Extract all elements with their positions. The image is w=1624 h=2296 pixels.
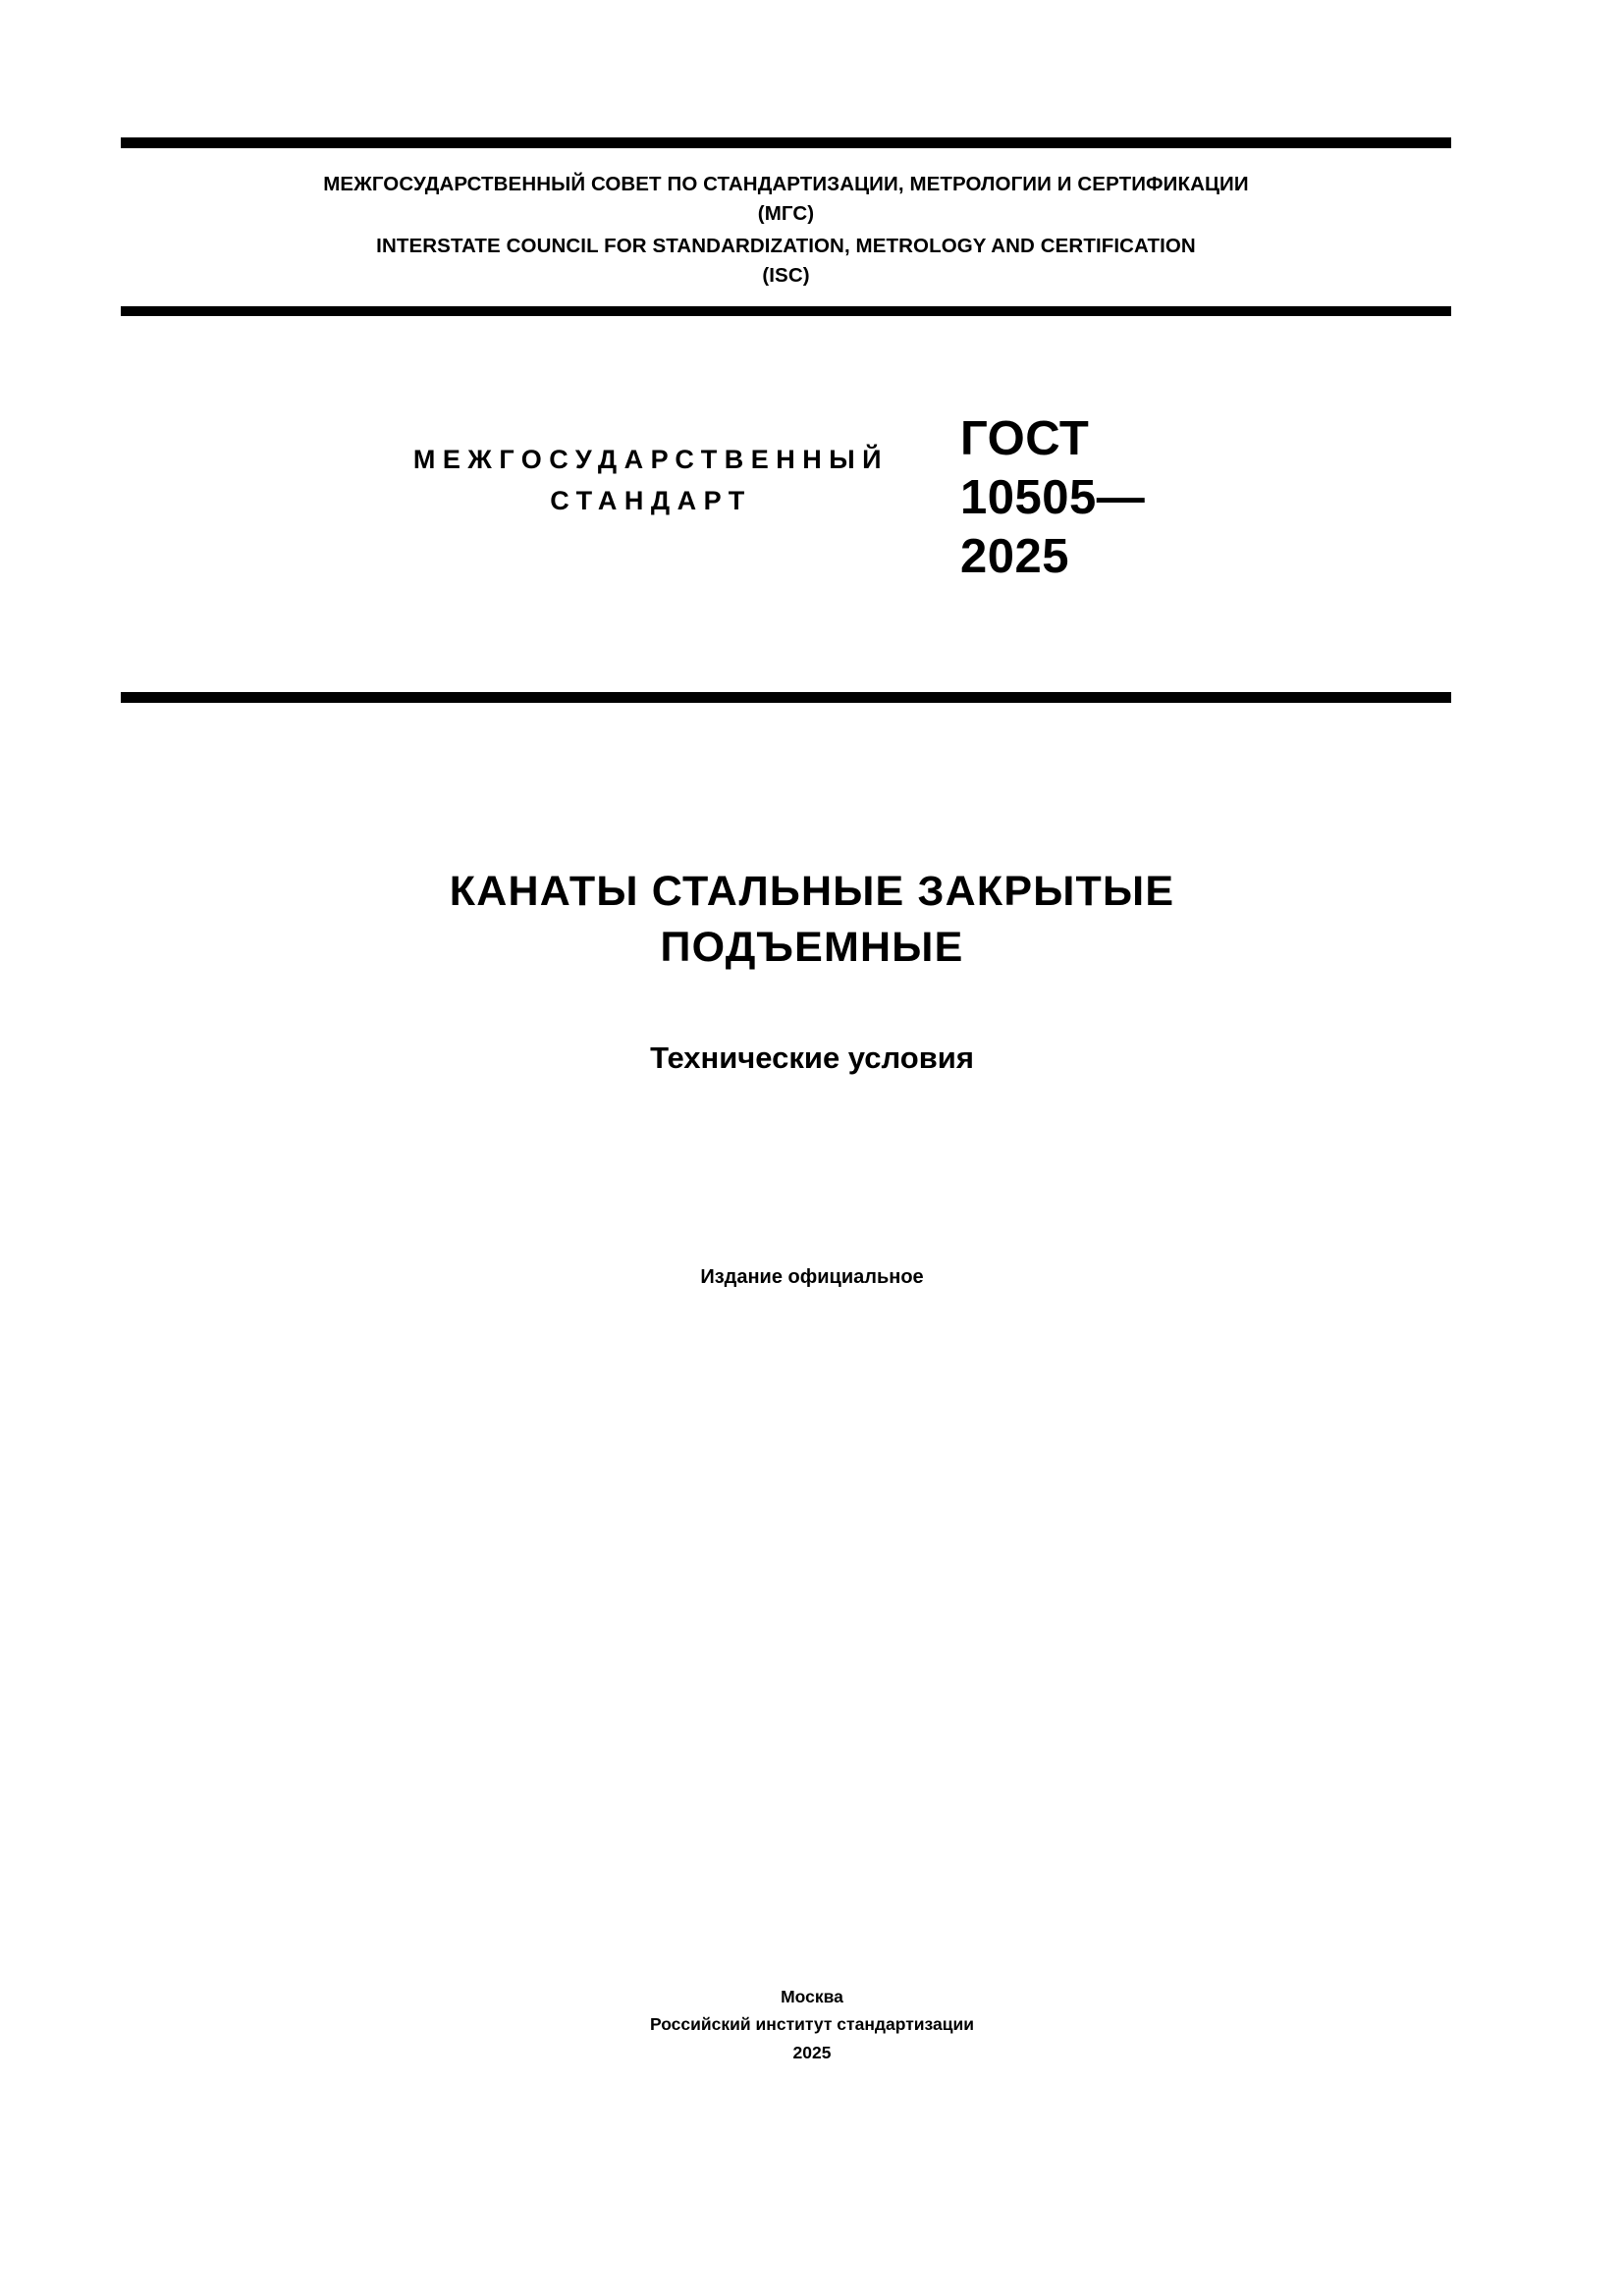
- page-subtitle: Технические условия: [650, 1041, 974, 1075]
- council-name-en: INTERSTATE COUNCIL FOR STANDARDIZATION, METROLOGY AND CERTIFICATION: [376, 235, 1196, 258]
- designation-year: 2025: [960, 529, 1070, 583]
- designation-prefix: ГОСТ: [960, 412, 1090, 465]
- standard-type: [307, 440, 995, 522]
- page-title: [196, 864, 1428, 976]
- standard-bottom-rule: [121, 692, 1451, 703]
- council-heading: [121, 148, 1451, 306]
- council-name-ru: МЕЖГОСУДАРСТВЕННЫЙ СОВЕТ ПО СТАНДАРТИЗАЦИИ, МЕТРОЛОГИИ И СЕРТИФИКАЦИИ: [323, 173, 1249, 195]
- imprint-city: Москва: [781, 1987, 843, 2006]
- edition-note: Издание официальное: [700, 1266, 924, 1288]
- designation-number: 10505—: [960, 470, 1146, 524]
- standard-identification: [121, 400, 1451, 695]
- council-abbr-ru: (МГС): [757, 201, 815, 225]
- imprint-year: 2025: [792, 2042, 832, 2062]
- standard-type-line-1: МЕЖГОСУДАРСТВЕННЫЙ: [412, 445, 890, 474]
- standard-designation: [960, 410, 1373, 586]
- standard-type-line-2: СТАНДАРТ: [550, 485, 752, 515]
- page-title-line-1: КАНАТЫ СТАЛЬНЫЕ ЗАКРЫТЫЕ: [449, 868, 1175, 915]
- imprint-publisher: Российский институт стандартизации: [649, 2014, 975, 2035]
- page-title-line-2: ПОДЪЕМНЫЕ: [660, 923, 964, 971]
- imprint: [196, 1983, 1428, 2066]
- council-abbr-en: (ISC): [762, 264, 810, 288]
- top-rule: [121, 137, 1451, 148]
- header-block: [121, 137, 1451, 316]
- header-bottom-rule: [121, 306, 1451, 316]
